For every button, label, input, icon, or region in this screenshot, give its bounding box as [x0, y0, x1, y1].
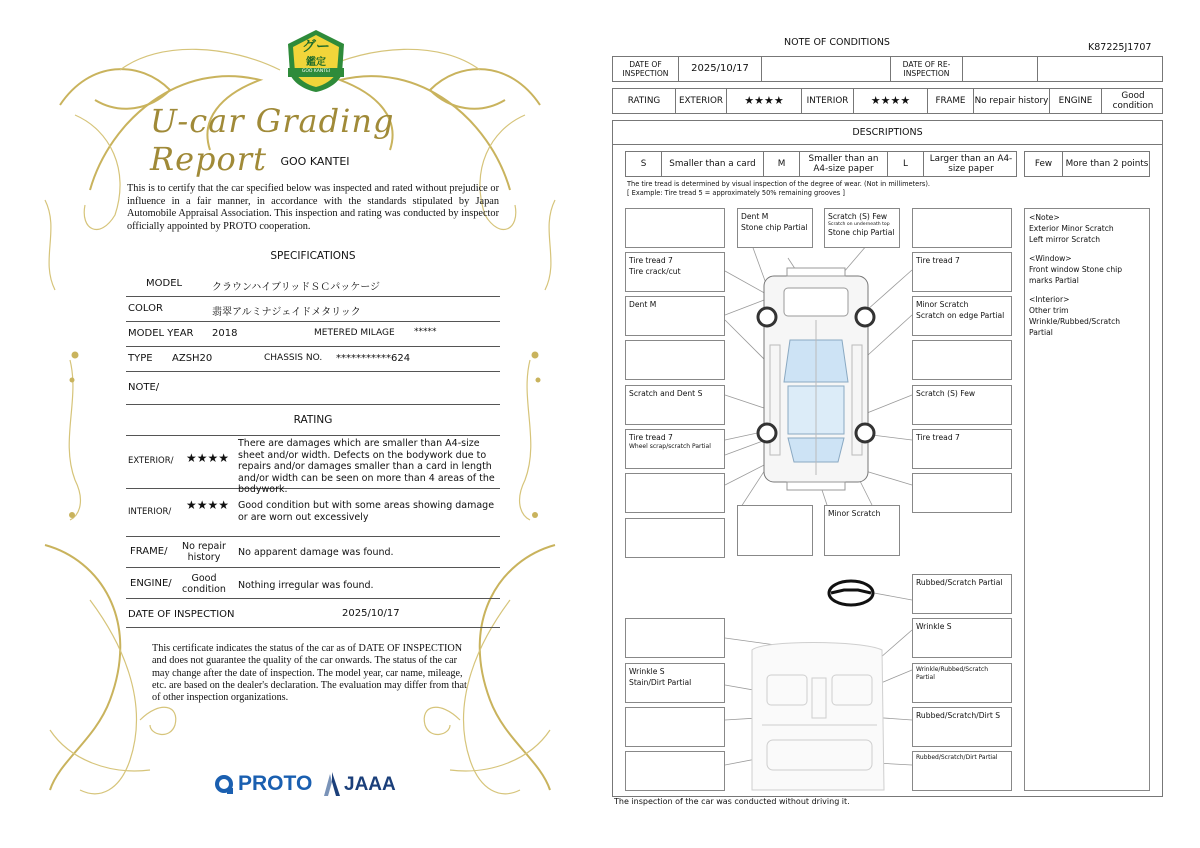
date-blank-cell: [762, 57, 891, 81]
note-heading: <Note>: [1029, 213, 1060, 222]
spec-row-color: [126, 297, 500, 322]
legend-l: L: [888, 152, 924, 176]
chassis-value: ***********624: [336, 353, 411, 364]
car-top-view-icon: [764, 268, 868, 490]
box-front-right-top: [912, 208, 1012, 248]
proto-logo-icon: [214, 774, 236, 796]
date-row: [612, 56, 1163, 82]
rating-label: RATING: [613, 89, 676, 113]
model-year-label: MODEL YEAR: [128, 328, 194, 339]
rating-row-interior: [126, 488, 500, 537]
re-inspection-label: DATE OF RE-INSPECTION: [891, 57, 963, 81]
box-right-door-front: [912, 340, 1012, 380]
legend-m: M: [764, 152, 800, 176]
exterior-stars: ★★★★: [186, 451, 230, 465]
box-tire-front-left: Tire tread 7 Tire crack/cut: [625, 252, 725, 292]
legend-few-desc: More than 2 points: [1065, 159, 1149, 169]
note-label: NOTE/: [128, 382, 160, 393]
interior-description: Good condition but with some areas showing damage or are worn out excessively: [238, 500, 495, 523]
model-value: クラウンハイブリッドＳＣパッケージ: [212, 282, 380, 293]
tire-tread-note: The tire tread is determined by visual inspection of the degree of wear. (Not in millimeters).: [627, 180, 931, 188]
color-value: 翡翠アルミナジェイドメタリック: [212, 307, 361, 318]
legend-s-desc: Smaller than a card: [662, 152, 764, 176]
type-value: AZSH20: [172, 353, 213, 364]
interior-label: INTERIOR: [802, 89, 854, 113]
box-steering: Rubbed/Scratch Partial: [912, 574, 1012, 614]
interior-label: INTERIOR/: [128, 507, 172, 517]
box-tire-rear-left: Tire tread 7 Wheel scrap/scratch Partial: [625, 429, 725, 469]
window-heading: <Window>: [1029, 254, 1072, 263]
descriptions-heading: DESCRIPTIONS: [612, 120, 1163, 145]
spec-row-year: [126, 322, 500, 347]
rating-row-engine: [126, 568, 500, 599]
box-rubbed-dirt-s: Rubbed/Scratch/Dirt S: [912, 707, 1012, 747]
frame-label: FRAME/: [130, 546, 168, 557]
report-id: K87225J1707: [1088, 42, 1152, 53]
legend-m-desc: Smaller than an A4-size paper: [800, 152, 888, 176]
legend-few: Few: [1025, 152, 1063, 176]
re-inspection-blank: [1038, 57, 1164, 81]
box-wrinkle-s-right: Wrinkle S: [912, 618, 1012, 658]
model-year-value: 2018: [212, 328, 238, 339]
box-front-left-top: [625, 208, 725, 248]
box-minor-scratch: Minor Scratch: [824, 505, 900, 556]
box-rubbed-dirt-partial: Rubbed/Scratch/Dirt Partial: [912, 751, 1012, 791]
rating-heading: RATING: [293, 414, 333, 426]
notes-box: <Note> Exterior Minor Scratch Left mirror Scratch <Window> Front window Stone chip marks Partial <Interior> Other trim Wrinkle/Rubbed/Scratch Partial: [1024, 208, 1150, 791]
jaaa-logo-icon: [320, 770, 342, 798]
engine-value: Good condition: [182, 573, 226, 595]
exterior-stars: ★★★★: [727, 89, 802, 113]
report-title: U-car Grading Report: [150, 102, 395, 178]
box-scratch-s-few: Scratch (S) Few: [912, 385, 1012, 425]
interior-stars: ★★★★: [186, 498, 230, 512]
badge-top-text: グー: [302, 39, 330, 55]
note-of-conditions: [612, 0, 1164, 848]
metered-milage-value: *****: [414, 327, 437, 337]
box-minor-scratch-edge: Minor Scratch Scratch on edge Partial: [912, 296, 1012, 336]
re-inspection-value: [963, 57, 1038, 81]
inspection-date-value: 2025/10/17: [342, 608, 400, 619]
model-label: MODEL: [146, 278, 183, 289]
steering-wheel-icon: [829, 581, 873, 605]
spec-row-type: [126, 347, 500, 372]
exterior-label: EXTERIOR/: [128, 456, 174, 466]
box-rear-right-quarter: [912, 473, 1012, 513]
box-rear-bottom-left: [625, 751, 725, 791]
few-legend: [1024, 151, 1150, 177]
interior-heading: <Interior>: [1029, 295, 1070, 304]
inspection-date-row: [126, 599, 500, 628]
spec-row-model: [126, 272, 500, 297]
proto-logo-text: PROTO: [238, 772, 313, 795]
box-scratch-few: Scratch (S) Few Scratch on underneath top Stone chip Partial: [824, 208, 900, 248]
box-wrinkle-stain: Wrinkle S Stain/Dirt Partial: [625, 663, 725, 703]
legend-s: S: [626, 152, 662, 176]
box-rear-center: [737, 505, 813, 556]
box-dent-stone: Dent M Stone chip Partial: [737, 208, 813, 248]
rating-row-frame: [126, 537, 500, 568]
box-left-door-front: [625, 340, 725, 380]
exterior-description: There are damages which are smaller than A4-size sheet and/or width. Defects on the bodywork due to repairs and/or damages smaller than a card in length and/or width can be seen on more than 4 areas of the bodywork.: [238, 438, 495, 496]
rating-row: [612, 88, 1163, 114]
date-of-inspection-label: DATE OF INSPECTION: [613, 57, 679, 81]
chassis-label: CHASSIS NO.: [264, 353, 323, 363]
rating-row-exterior: [126, 435, 500, 496]
legend-l-desc: Larger than an A4-size paper: [929, 154, 1013, 174]
box-rear-seat-left: [625, 707, 725, 747]
box-tire-rear-right: Tire tread 7: [912, 429, 1012, 469]
box-rear-left-quarter: [625, 473, 725, 513]
interior-diagram-icon: [752, 643, 884, 791]
report-subtitle: GOO KANTEI: [280, 155, 350, 168]
type-label: TYPE: [128, 353, 153, 364]
box-rear-left-bottom: [625, 518, 725, 558]
box-wrinkle-rubbed: Wrinkle/Rubbed/Scratch Partial: [912, 663, 1012, 703]
engine-label: ENGINE/: [130, 578, 172, 589]
inspection-date-label: DATE OF INSPECTION: [128, 609, 235, 620]
exterior-label: EXTERIOR: [676, 89, 727, 113]
date-of-inspection-value: 2025/10/17: [679, 57, 762, 81]
frame-value: No repair history: [182, 541, 226, 563]
box-dent-m-left: Dent M: [625, 296, 725, 336]
frame-value: No repair history: [974, 89, 1050, 113]
box-dashboard-left: [625, 618, 725, 658]
size-legend: [625, 151, 1017, 177]
interior-stars: ★★★★: [854, 89, 928, 113]
jaaa-logo-text: JAAA: [344, 774, 396, 795]
engine-label: ENGINE: [1050, 89, 1102, 113]
engine-value: Good condition: [1112, 91, 1154, 111]
box-tire-front-right: Tire tread 7: [912, 252, 1012, 292]
frame-label: FRAME: [928, 89, 974, 113]
tire-tread-example: [ Example: Tire tread 5 = approximately 50% remaining grooves ]: [627, 189, 845, 197]
certification-statement: This is to certify that the car specified below was inspected and rated without prejudice or influence in a fair manner, in accordance with the standards stipulated by Japan Automobile Appraisal Association. This inspection and rating was conducted by inspector officially appointed by PROTO cooperation.: [127, 183, 499, 232]
badge-bottom-text: 鑑定: [306, 57, 326, 68]
conditions-title: NOTE OF CONDITIONS: [784, 37, 890, 48]
specifications-heading: SPECIFICATIONS: [270, 250, 356, 262]
box-scratch-dent-s: Scratch and Dent S: [625, 385, 725, 425]
metered-milage-label: METERED MILAGE: [314, 328, 395, 338]
engine-description: Nothing irregular was found.: [238, 580, 374, 591]
color-label: COLOR: [128, 303, 163, 314]
certificate-disclaimer: This certificate indicates the status of the car as of DATE OF INSPECTION and does not guarantee the quality of the car onwards. The status of the car may change after the date of inspection. The model year, car name, mileage, etc. are based on the dealer's declaration. The evaluation may differ from that of other inspection organizations.: [152, 643, 467, 704]
spec-row-note: [126, 372, 500, 405]
frame-description: No apparent damage was found.: [238, 547, 394, 558]
conditions-footer: The inspection of the car was conducted without driving it.: [614, 797, 850, 806]
badge-ribbon-text: GOO KANTEI: [301, 69, 331, 74]
